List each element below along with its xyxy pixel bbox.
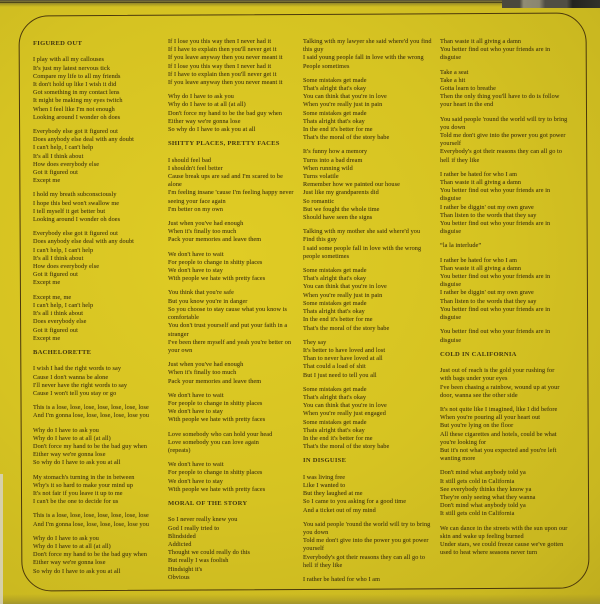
lyric-line: So romantic xyxy=(303,197,335,205)
verse xyxy=(303,77,435,143)
lyric-line: You can think that you're in love xyxy=(303,283,387,291)
lyric-line: I can't help, I can't help xyxy=(33,144,94,152)
lyric-line: Just like my grandparents did xyxy=(303,189,379,197)
song-title: COLD IN CALIFORNIA xyxy=(440,350,517,358)
lyric-line: Told me don't give into the power you got power yourself xyxy=(303,537,429,553)
lyric-line: I rather be diggin' out my own grave xyxy=(440,203,534,211)
lyric-line: I hope this bed won't swallow me xyxy=(33,199,120,207)
lyric-line: Got it figured out xyxy=(33,169,78,177)
verse xyxy=(33,427,163,468)
verse xyxy=(33,404,163,420)
verse xyxy=(303,267,435,333)
lyric-line: Than to never have loved at all xyxy=(303,355,383,363)
lyrics-column xyxy=(168,38,298,590)
lyric-line: Some mistakes get made xyxy=(303,418,367,426)
verse xyxy=(168,461,298,494)
verse xyxy=(168,38,298,87)
lyric-line: Everybody else got it figured out xyxy=(33,128,118,136)
lyric-line: It's funny how a memory xyxy=(303,148,368,156)
lyric-line: It's not quite like I imagined, like I did before xyxy=(440,405,558,413)
verse xyxy=(440,171,568,237)
lyric-line: All these cigarettes and hotels, could be what you're looking for xyxy=(440,430,557,446)
verse xyxy=(168,431,298,456)
lyric-line: Why do I have to ask you xyxy=(168,93,234,101)
verse xyxy=(440,242,568,250)
lyric-line: I should feel bad xyxy=(168,156,212,164)
lyric-line: I shouldn't feel better xyxy=(168,164,223,172)
lyric-line: You better find out who your friends are in disguise xyxy=(440,46,551,62)
lyric-line: Some mistakes get made xyxy=(303,76,367,84)
lyric-line: With people we hate with pretty faces xyxy=(168,416,266,424)
lyric-line: It's all i think about xyxy=(33,310,84,318)
lyric-line: Got something in my contact lens xyxy=(33,89,120,97)
lyric-line: Why's it so hard to make your mind up xyxy=(33,481,134,489)
lyric-line: Either way we're gonna lose xyxy=(33,451,106,459)
lyric-line: I wish I had the right words to say xyxy=(33,365,122,373)
lyric-line: You can think that you're in love xyxy=(303,93,387,101)
verse xyxy=(168,516,298,582)
verse xyxy=(33,56,163,122)
lyric-line: We don't have to wait xyxy=(168,461,224,469)
lyric-line: For people to change in shitty places xyxy=(168,399,263,407)
verse xyxy=(440,69,568,110)
lyric-line: In the end it's better for me xyxy=(303,434,373,442)
lyric-line: I rather be hated for who I am xyxy=(303,575,381,583)
lyric-line: They say xyxy=(303,338,327,346)
lyric-line: Than listen to the words that they say xyxy=(440,211,537,219)
verse xyxy=(33,191,163,224)
lyric-line: You better find out who your friends are in disguise xyxy=(440,273,551,289)
lyric-line: Take a seat xyxy=(440,68,469,76)
lyric-line: But it's not what you expected and you're left wanting more xyxy=(440,446,557,463)
lyric-line: You said people 'round the world will try to bring you down xyxy=(440,115,568,131)
verse xyxy=(440,469,568,518)
lyric-line: I can't help, I can't help xyxy=(33,301,94,309)
lyric-line: We don't have to stay xyxy=(168,477,223,485)
lyric-line: I rather be hated for who I am xyxy=(440,256,518,264)
lyric-line: How does everybody else xyxy=(33,263,100,271)
lyric-line: Just when you've had enough xyxy=(168,220,244,228)
photo-background xyxy=(502,0,600,8)
lyric-line: How does everybody else xyxy=(33,160,100,168)
lyric-line: So I never really knew you xyxy=(168,516,238,524)
lyric-line: Hindsight it's xyxy=(168,565,203,573)
lyric-line: Looking around I wonder oh does xyxy=(33,216,121,224)
lyric-line: Cause break ups are sad and I'm scared to be alone xyxy=(168,173,283,189)
lyric-line: If I lose you this way then I never had it xyxy=(168,38,272,45)
lyric-line: Just when you've had enough xyxy=(168,361,244,369)
lyric-line: You better find out who your friends are in disguise xyxy=(440,220,551,236)
lyric-line: Take a hit xyxy=(440,76,466,84)
verse xyxy=(440,38,568,63)
verse xyxy=(303,386,435,452)
lyric-line: Why do I have to ask you xyxy=(33,534,99,542)
song-title: MORAL OF THE STORY xyxy=(168,499,248,507)
lyric-line: That's the moral of the story babe xyxy=(303,443,390,451)
lyric-line: See everybody thinks they know ya xyxy=(440,485,532,493)
lyric-line: I can't be the one to decide for us xyxy=(33,498,119,506)
verse xyxy=(440,257,568,323)
lyric-line: Except me xyxy=(33,177,61,185)
verse xyxy=(168,251,298,284)
lyric-line: So why do I have to ask you at all xyxy=(33,567,121,575)
lyric-line: I've been there myself and yeah you're better on your own xyxy=(168,338,292,354)
verse xyxy=(33,512,163,528)
lyric-line: This is a lose, lose, lose, lose, lose, lose, lose xyxy=(33,512,149,520)
lyric-line: It still gets cold in California xyxy=(440,510,515,518)
lyric-line: Thought we could really do this xyxy=(168,549,250,557)
lyric-line: When you're really just in pain xyxy=(303,101,383,109)
lyric-line: It's all I think about xyxy=(33,152,84,160)
lyric-line: Either way we're gonna lose xyxy=(168,117,241,125)
lyric-line: And a ticket out of my mind xyxy=(303,506,376,514)
lyric-line: When it's finally too much xyxy=(168,228,237,236)
lyric-line: Pack your memories and leave them xyxy=(168,236,262,244)
verse xyxy=(303,521,435,570)
lyric-line: When you're pouring all your heart out xyxy=(440,414,541,422)
lyric-line: (repeats) xyxy=(168,446,191,454)
lyric-line: You said people 'round the world will try to bring you down xyxy=(303,520,431,536)
song-title: FIGURED OUT xyxy=(33,40,83,47)
verse xyxy=(33,294,163,343)
lyric-line: Then the only thing you'll have to do is follow your heart in the end xyxy=(440,93,560,109)
lyric-line: Does anybody else deal with any doubt xyxy=(33,136,134,144)
lyric-line: Compare my life to all my friends xyxy=(33,72,121,80)
lyric-line: It's better to have loved and lost xyxy=(303,346,386,354)
lyric-line: Than waste it all giving a damn xyxy=(440,38,522,45)
lyric-line: When I feel like I'm not enough xyxy=(33,105,115,113)
lyric-line: Like I wanted to xyxy=(303,481,346,489)
lyric-line: I'll never have the right words to say xyxy=(33,381,128,389)
lyric-line: When it's finally too much xyxy=(168,369,237,377)
lyric-line: In the end it's better for me xyxy=(303,316,373,324)
lyric-line: Does anybody else deal with any doubt xyxy=(33,238,134,246)
song-title: IN DISGUISE xyxy=(303,457,347,465)
verse xyxy=(440,116,568,165)
verse xyxy=(303,576,435,584)
lyric-line: “la la interlude” xyxy=(440,242,482,250)
lyric-line: If you leave anyway then you never meant it xyxy=(168,79,283,87)
lyric-line: With people we hate with pretty faces xyxy=(168,485,266,493)
lyric-line: That's alright that's okay xyxy=(303,85,367,93)
lyric-line: I've been chasing a rainbow, wound up at your door, wanna see the other side xyxy=(440,383,560,399)
verse xyxy=(168,220,298,245)
lyric-line: Everybody's got their reasons they can all go to hell if they like xyxy=(440,148,563,164)
verse xyxy=(33,365,163,398)
paper-left-edge xyxy=(0,474,3,604)
lyric-line: Why do I have to at all (at all) xyxy=(33,434,111,442)
lyric-line: I hold my breath subconsciously xyxy=(33,191,117,199)
lyric-line: We don't have to wait xyxy=(168,391,224,399)
lyric-line: We don't have to stay xyxy=(168,408,223,416)
lyric-line: In the end it's better for me xyxy=(303,126,373,134)
lyric-line: So you choose to stay cause what you know is comfortable xyxy=(168,305,288,322)
lyric-line: It's just my latest nervous tick xyxy=(33,64,111,72)
lyric-line: You better find out who your friends are in disguise xyxy=(440,187,551,203)
song-title: SHITTY PLACES, PRETTY FACES xyxy=(168,140,280,148)
lyric-line: Than listen to the words that they say xyxy=(440,297,537,305)
verse xyxy=(303,148,435,222)
lyric-line: Under stars, we could freeze cause we've gotten used to heat where seasons never turn xyxy=(440,540,564,557)
verse xyxy=(303,474,435,515)
lyric-line: With people we hate with pretty faces xyxy=(168,275,266,283)
lyric-line: So I came to you asking for a good time xyxy=(303,498,407,506)
lyric-line: Why do I have to at all (at all) xyxy=(168,101,246,109)
lyric-line: Should have seen the signs xyxy=(303,214,373,222)
lyric-line: Some mistakes get made xyxy=(303,109,367,117)
lyric-line: I said young people fall in love with the wrong xyxy=(303,54,424,62)
lyric-line: Than waste it all giving a damn xyxy=(440,179,522,187)
lyric-line: Thats alright that's okay xyxy=(303,308,365,316)
lyric-line: That's alright that's okay xyxy=(303,393,367,401)
lyric-line: When you're really just in pain xyxy=(303,291,383,299)
verse xyxy=(440,367,568,400)
lyric-line: If I lose you this way then I never had it xyxy=(168,62,272,70)
lyric-line: Told me don't give into the power you got power yourself xyxy=(440,132,566,148)
lyric-line: You think that you're safe xyxy=(168,289,234,297)
lyric-line: We can dance in the streets with the sun upon our skin and wake up feeling burned xyxy=(440,524,568,540)
verse xyxy=(168,392,298,425)
lyric-line: Obvious xyxy=(168,573,190,581)
lyric-line: We don't have to wait xyxy=(168,250,224,258)
lyric-line: with bags under your eyes xyxy=(440,375,508,383)
verse xyxy=(168,157,298,214)
lyric-line: Remember how we painted our house xyxy=(303,181,400,189)
lyric-line: But we fought the whole time xyxy=(303,205,380,213)
lyric-line: Talking with my lawyer she said where'd you find this guy xyxy=(303,38,432,54)
lyric-line: Looking around I wonder oh does xyxy=(33,113,121,121)
lyric-line: But really I was foolish xyxy=(168,557,229,565)
lyric-line: people sometimes xyxy=(303,252,350,260)
lyric-line: And I'm gonna lose, lose, lose, lose, lose you xyxy=(33,412,150,420)
lyric-line: Thats alright that's okay xyxy=(303,117,365,125)
lyric-line: But I just need to tell you all xyxy=(303,371,377,379)
lyric-line: But they laughed at me xyxy=(303,490,363,498)
lyric-line: I said some people fall in love with the wrong xyxy=(303,244,422,252)
lyric-line: It might be making my eyes twitch xyxy=(33,97,123,105)
lyric-line: I tell myself it get better but xyxy=(33,207,106,215)
lyric-line: Everybody's got their reasons they can all go to hell if they like xyxy=(303,553,426,569)
lyric-line: But you're lying on the floor xyxy=(440,422,514,430)
lyric-line: I can't help, I can't help xyxy=(33,246,94,254)
lyric-line: Find this guy xyxy=(303,236,337,244)
lyric-line: Don't force my hand to be the bad guy when xyxy=(168,109,283,117)
lyric-line: I'm feeling insane 'cause I'm feeling happy never seeing your face again xyxy=(168,189,294,205)
lyric-line: Everybody else got it figured out xyxy=(33,230,118,238)
lyric-line: If I have to explain then you'll never get it xyxy=(168,46,277,54)
lyric-line: You can think that you're in love xyxy=(303,402,387,410)
lyric-line: Don't force my hand to be the bad guy when xyxy=(33,442,148,450)
lyric-line: Thats alright that's okay xyxy=(303,426,365,434)
lyric-line: Don't mind what anybody told ya xyxy=(440,469,526,477)
lyric-line: Than waste it all giving a damn xyxy=(440,264,522,272)
lyric-line: Talking with my mother she said where'd you xyxy=(303,228,421,236)
lyric-line: Cause I don't wanna be alone xyxy=(33,373,109,381)
lyric-line: That's the moral of the story babe xyxy=(303,324,390,332)
lyric-line: Don't mind what anybody told ya xyxy=(440,502,526,510)
lyric-line: Turns into a bad dream xyxy=(303,156,363,164)
lyric-line: I'm better on my own xyxy=(168,205,224,213)
lyric-line: Some mistakes get made xyxy=(303,299,367,307)
lyric-line: But you know you're in danger xyxy=(168,297,248,305)
lyric-line: You better find out who your friends are in disguise xyxy=(440,328,551,344)
lyric-line: Either way we're gonna lose xyxy=(33,559,106,567)
lyrics-column xyxy=(440,38,568,590)
lyric-line: You don't trust yourself and put your faith in a stranger xyxy=(168,322,288,338)
lyrics-column xyxy=(303,38,435,590)
lyric-line: If you leave anyway then you never meant it xyxy=(168,54,283,62)
lyric-line: Addicted xyxy=(168,540,192,548)
lyrics-sheet xyxy=(33,38,585,590)
lyric-line: Except me xyxy=(33,334,61,342)
verse xyxy=(440,328,568,344)
lyric-line: Why do I have to at all (at all) xyxy=(33,542,111,550)
lyric-line: Got it figured out xyxy=(33,326,78,334)
lyric-line: Except me, me xyxy=(33,293,72,301)
verse xyxy=(33,128,163,185)
lyric-line: So why do I have to ask you at all xyxy=(33,459,121,467)
lyric-line: Does everybody else xyxy=(33,318,87,326)
verse xyxy=(168,289,298,355)
lyric-line: If I have to explain then you'll never get it xyxy=(168,70,277,78)
lyric-line: You better find out who your friends are in disguise xyxy=(440,305,551,322)
lyric-line: Why do I have to ask you xyxy=(33,426,99,434)
lyric-line: I rather be hated for who I am xyxy=(440,170,518,178)
verse xyxy=(33,535,163,576)
lyric-line: I rather be diggin' out my own grave xyxy=(440,289,534,297)
verse xyxy=(303,228,435,261)
lyric-line: That's the moral of the story babe xyxy=(303,134,390,142)
lyrics-column xyxy=(33,38,163,590)
lyric-line: We don't have to stay xyxy=(168,267,223,275)
lyric-line: This is a lose, lose, lose, lose, lose, lose, lose xyxy=(33,404,149,412)
lyric-line: Love somebody you can love again xyxy=(168,438,260,446)
lyric-line: It's all I think about xyxy=(33,254,84,262)
lyric-line: God I really tried to xyxy=(168,524,220,532)
lyric-line: That could a load of shit xyxy=(303,363,366,371)
verse xyxy=(440,406,568,463)
lyric-line: When running wild xyxy=(303,164,353,172)
lyric-line: For people to change in shitty places xyxy=(168,258,263,266)
lyric-line: Turns volatile xyxy=(303,173,339,181)
lyric-line: That's alright that's okay xyxy=(303,275,367,283)
lyric-line: For people to change in shitty places xyxy=(168,469,263,477)
paper-bottom-edge xyxy=(0,594,600,604)
lyric-line: Cause I won't tell you stay or go xyxy=(33,389,117,397)
lyric-line: Don't force my hand to be the bad guy when xyxy=(33,551,148,559)
lyric-line: It still gets cold in California xyxy=(440,477,515,485)
lyric-line: My stomach's turning in the in between xyxy=(33,473,135,481)
verse xyxy=(168,93,298,134)
lyric-line: Blindsided xyxy=(168,532,196,540)
lyric-line: Love somebody who can hold your head xyxy=(168,430,273,438)
lyric-line: I play with all my callouses xyxy=(33,56,105,64)
lyric-line: So why do I have to ask you at all xyxy=(168,126,256,134)
lyric-line: And I'm gonna lose, lose, lose, lose, lose you xyxy=(33,520,150,528)
lyric-line: Some mistakes get made xyxy=(303,385,367,393)
verse xyxy=(440,525,568,558)
lyric-line: When you're really just engaged xyxy=(303,410,386,418)
verse xyxy=(33,474,163,507)
lyric-line: They're only seeing what they wanna xyxy=(440,493,536,501)
lyric-line: I was living free xyxy=(303,473,346,481)
verse xyxy=(303,339,435,380)
verse xyxy=(33,230,163,287)
verse xyxy=(303,38,435,71)
lyric-line: It's not fair if you leave it up to me xyxy=(33,489,123,497)
song-title: BACHELORETTE xyxy=(33,348,92,356)
lyric-line: Just out of reach is the gold your rushing for xyxy=(440,367,555,375)
lyric-line: Gotta learn to breathe xyxy=(440,85,496,93)
lyric-line: People sometimes xyxy=(303,62,350,70)
lyric-line: Except me xyxy=(33,279,61,287)
lyric-line: Got it figured out xyxy=(33,271,78,279)
lyric-line: Pack your memories and leave them xyxy=(168,377,262,385)
lyric-line: It don't hold up like I wish it did xyxy=(33,81,117,89)
lyric-line: Some mistakes get made xyxy=(303,267,367,275)
verse xyxy=(168,361,298,386)
